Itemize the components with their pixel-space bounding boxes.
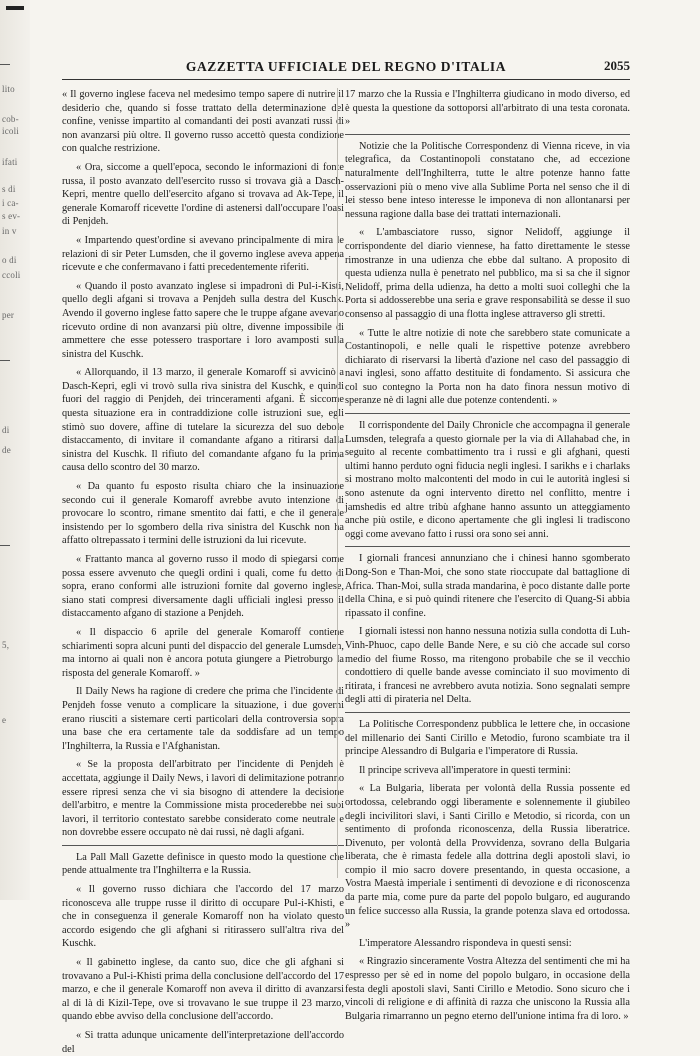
paragraph: « Allorquando, il 13 marzo, il generale Komaroff si avvicinò a Dasch-Kepri, egli vi trovò sulla riva sinistra del Kuschk, e quindi fuori del raggio di Penjdeh, dei trinceramenti afgani. È siccome questa situazione era in contraddizione colle istruzioni sue, egli stimò suo dovere, affine di tutelare la sicurezza del suo debole distaccamento, di invitare il comandante afgano a ritirarsi dalla sinistra del Kuschk. Il rifiuto del comandante afgano fu la prima causa dello scontro del 30 marzo.: [62, 367, 344, 474]
margin-dash: [0, 64, 10, 65]
paragraph: 17 marzo che la Russia e l'Inghilterra giudicano in modo diverso, ed è questa la questione da sottoporsi all'arbitrato di una testa coronata. »: [345, 89, 630, 128]
column-gutter: [337, 88, 338, 878]
paragraph: « Impartendo quest'ordine si avevano principalmente di mira le relazioni di sir Peter Lumsden, che il governo inglese aveva appena ricevute e che confermavano i fatti precedentemente riferiti.: [62, 234, 344, 274]
registration-mark: [6, 6, 24, 10]
paragraph: Notizie che la Politische Correspondenz di Vienna riceve, in via telegrafica, da Costantinopoli constatano che, ad eccezione naturalmente dell'Inghilterra, tutte le altre potenze hanno fatte osservazioni più o meno vive alla Sublime Porta nel senso che il di lei stesso bene inteso interesse le imponeva di non allontanarsi per nessuna ragione dalla base dei trattati internazionali.: [345, 140, 630, 220]
left-column: [62, 88, 344, 1055]
header-rule: [62, 79, 630, 80]
paragraph: « Tutte le altre notizie di note che sarebbero state comunicate a Costantinopoli, e nelle quali le rispettive potenze avrebbero dichiarato di riservarsi la libertà d'azione nel caso del passaggio di navi inglesi, sono affatto destituite di fondamento. Si assicura che col suo contegno la Porta non ha dato finora nessun motivo di speranze nè di lagni alle due potenze contendenti. »: [345, 327, 630, 407]
margin-fragment: ccoli: [2, 270, 21, 280]
margin-fragment: s di: [2, 184, 16, 194]
paragraph: « Il dispaccio 6 aprile del generale Komaroff contiene schiarimenti sopra alcuni punti del dispaccio del generale Lumsden, ma intorno ai quali non è ancora potuta giungere a Pietroburgo la risposta del generale Komaroff. »: [62, 626, 344, 679]
paragraph: I giornali francesi annunziano che i chinesi hanno sgomberato Dong-Son e Than-Moi, che sono state rioccupate dal battaglione di Africa. Than-Moi, sulla strada mandarina, è poco distante dalle porte della China, e si può quindi ritenere che l'esercito di Quang-Si abbia ripassato il confine.: [345, 553, 630, 619]
margin-fragment: cob-: [2, 114, 19, 124]
section-divider: [345, 134, 630, 135]
paragraph: « Il governo inglese faceva nel medesimo tempo sapere di nutrire il desiderio che, quando si fosse trattato della determinazione del confine, venisse impartito al comandanti dei posti avanzati russi di non avanzarsi più oltre. Il governo russo accettò questa condizione con qualche restrizione.: [62, 89, 344, 155]
paragraph: « Il governo russo dichiara che l'accordo del 17 marzo riconosceva alle truppe russe il diritto di occupare Pul-i-Khisti, e che in conseguenza il generale Komaroff non ha violato questo accordo esigendo che gli afghani si ritirassero sull'altra riva del Kuschk.: [62, 884, 344, 950]
margin-fragment: s ev-: [2, 211, 21, 221]
margin-fragment: lito: [2, 84, 15, 94]
paragraph: « Ora, siccome a quell'epoca, secondo le informazioni di fonte russa, il posto avanzato dell'esercito russo si trovava già a Dasch-Kepri, mentre quello dell'esercito afgano si trovava ad Ak-Tepe, il generale Komaroff ricevette l'ordine di astenersi dall'occupare l'oasi di Penjdeh.: [62, 161, 344, 228]
margin-fragment: o di: [2, 255, 17, 265]
section-divider: [345, 546, 630, 547]
margin-fragment: per: [2, 310, 15, 320]
margin-fragment: di: [2, 425, 10, 435]
margin-dash: [0, 545, 10, 546]
paragraph: « Da quanto fu esposto risulta chiaro che la insinuazione secondo cui il generale Komaroff avrebbe avuto intenzione di provocare lo scontro, rimane smentito dai fatti, e che il generale insistendo per lo sgombero della riva sinistra del Kuschk non ha affatto oltrepassato i termini delle istruzioni da lui ricevute.: [62, 481, 344, 547]
margin-fragment: 5,: [2, 640, 10, 650]
paragraph: L'imperatore Alessandro rispondeva in questi sensi:: [359, 937, 572, 949]
section-divider: [345, 413, 630, 414]
paragraph: « La Bulgaria, liberata per volontà della Russia possente ed ortodossa, celebrando oggi liberamente e solennemente il giubileo degli incivilitori slavi, i Santi Cirillo e Metodio, si ricorda, con un sentimento di profonda riconoscenza, della Russia liberatrice. Divenuto, per volontà della Provvidenza, sovrano della Bulgaria liberata, che è rimasta fedele alla dottrina degli apostoli slavi, io compio il mio sacro dovere presentando, in questa occasione, a Vostra Maestà imperiale i sentimenti di devozione e di riconoscenza da parte mia, come pure da parte del popolo bulgaro, ed augurando un felice successo alla Russia, la grande potenza slava ed ortodossa. »: [345, 783, 630, 931]
paragraph: Il corrispondente del Daily Chronicle che accompagna il generale Lumsden, telegrafa a questo giornale per la via di Allahabad che, in seguito al recente combattimento tra i russi e gli afghani, questi ultimi hanno perduto ogni fiducia negli inglesi. I sarikhs e i charlaks si mostrano molto malcontenti del modo in cui le autorità inglesi si sono astenute da ogni intervento diretto nel conflitto, mentre i jamshedis ed altre tribù afghane hanno assunto un atteggiamento anche più ostile, e dicono apertamente che gli inglesi li tradiscono oggi come avevano fatto i russi ora sono sei anni.: [345, 420, 630, 540]
page-header: [62, 58, 630, 76]
right-column: [345, 88, 630, 1022]
paragraph: « Ringrazio sinceramente Vostra Altezza del sentimenti che mi ha espresso per sè ed in nome del popolo bulgaro, in occasione della festa degli apostoli slavi, Santi Cirillo e Metodio. Sono sicuro che i vincoli di religione e di affinità di razza che uniscono la Russia alla Bulgaria rimarranno un pegno eterno dell'unione intima fra di loro. »: [345, 956, 630, 1022]
paragraph: La Politische Correspondenz pubblica le lettere che, in occasione del millenario dei Santi Cirillo e Metodio, furono scambiate tra il principe Alessandro di Bulgaria e l'imperatore di Russia.: [345, 718, 630, 758]
paragraph: I giornali istessi non hanno nessuna notizia sulla condotta di Luh-Vinh-Phuoc, capo delle Bande Nere, e su ciò che accade sul corso medio del fiume Rosso, ma ritengono probabile che se il vecchio condottiero di quelle bande avesse cominciato il suo movimento di ritirata, i francesi ne avrebbero avuta notizia. Sono segnalati sempre degli atti di pirateria nel Delta.: [345, 626, 630, 706]
margin-fragment: ifati: [2, 157, 18, 167]
margin-dash: [0, 360, 10, 361]
newspaper-title: GAZZETTA UFFICIALE DEL REGNO D'ITALIA: [185, 59, 507, 74]
paragraph: « Se la proposta dell'arbitrato per l'incidente di Penjdeh è accettata, aggiunge il Daily News, i lavori di delimitazione potranno essere ripresi senza che vi sia bisogno di attendere la decisione dell'arbitro, e mentre la Commissione mista procederebbe nei suoi lavori, il territorio contestato sarebbe considerato come neutrale e non dovrebbe essere occupato nè dai russi, nè dagli afgani.: [62, 759, 344, 839]
paragraph: Il principe scriveva all'imperatore in questi termini:: [359, 764, 571, 776]
paragraph: « Quando il posto avanzato inglese si impadronì di Pul-i-Kisti, quello degli afgani si trovava a Penjdeh sulla destra del Kuschk. Avendo il governo inglese fatto sapere che le truppe afgane avevano ricevuto ordine di non avanzarsi più oltre, divenne impossibile di ammettere che esse potessero trasportare i loro avamposti sulla sinistra del Kuschk.: [62, 280, 344, 360]
margin-bleed: [0, 0, 30, 900]
paragraph: « L'ambasciatore russo, signor Nelidoff, aggiunge il corrispondente del diario viennese, ha fatto direttamente le stesse rimostranze in una udienza che ebbe dal sultano. A proposito di questa udienza nulla è penetrato nel pubblico, ma si sa che il signor Nelidoff, prima della udienza, ha detto a molti suoi colleghi che la Porta si addosserebbe una seria e grave responsabilità se desse il suo consenso al passaggio di una flotta inglese attraverso gli stretti.: [345, 227, 630, 320]
paragraph: La Pall Mall Gazette definisce in questo modo la questione che pende attualmente tra l'Inghilterra e la Russia.: [62, 851, 344, 877]
section-divider: [62, 845, 344, 846]
paragraph: « Si tratta adunque unicamente dell'interpretazione dell'accordo del: [62, 1030, 344, 1055]
paragraph: « Il gabinetto inglese, da canto suo, dice che gli afghani si trovavano a Pul-i-Khisti prima della conclusione dell'accordo del 17 marzo, e che il generale Komaroff non aveva il diritto di avanzarsi al di là di Kizil-Tepe, ove si trovavano le sue truppe il 23 marzo, quando ebbe avviso della conclusione dell'accordo.: [62, 957, 344, 1023]
margin-fragment: icoli: [2, 126, 19, 136]
margin-fragment: de: [2, 445, 11, 455]
margin-fragment: i ca-: [2, 198, 19, 208]
paragraph: « Frattanto manca al governo russo il modo di spiegarsi come possa essere avvenuto che quegli ordini i quali, come fu detto di sopra, erano conformi alle istruzioni fornite dal governo inglese, siano stati compresi diversamente dagli ufficiali inglesi presso il distaccamento afgano di stazione a Penjdeh.: [62, 554, 344, 620]
page-number: 2055: [604, 58, 630, 73]
margin-fragment: in v: [2, 226, 17, 236]
paragraph: Il Daily News ha ragione di credere che prima che l'incidente di Penjdeh fosse venuto a complicare la situazione, i due governi erano riusciti a sistemare certi particolari della controversia sopra una base che era certamente tale da soddisfare ad un tempo l'Inghilterra, la Russia e l'Afghanistan.: [62, 686, 344, 752]
section-divider: [345, 712, 630, 713]
margin-fragment: e: [2, 715, 7, 725]
